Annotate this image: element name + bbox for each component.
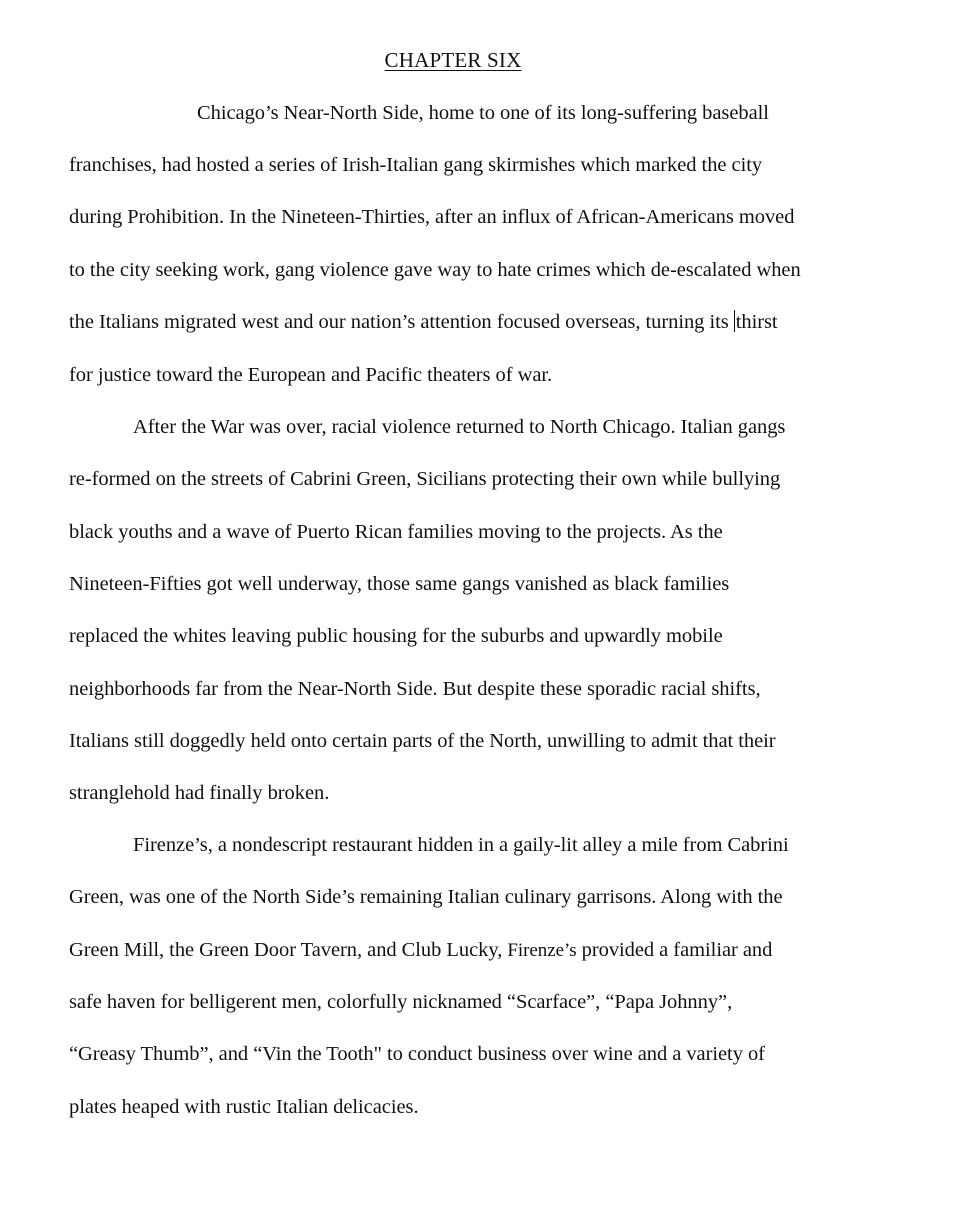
text-cursor	[734, 310, 735, 332]
paragraph-1-line-5[interactable]	[69, 309, 778, 335]
paragraph-1-line-6[interactable]: for justice toward the European and Pacific theaters of war.	[69, 364, 553, 386]
paragraph-2-line-4[interactable]: Nineteen-Fifties got well underway, those same gangs vanished as black families	[69, 573, 730, 595]
paragraph-2-line-5[interactable]: replaced the whites leaving public housing for the suburbs and upwardly mobile	[69, 625, 723, 647]
paragraph-1-line-5-tail: thirst	[735, 311, 778, 333]
paragraph-2-line-1[interactable]: After the War was over, racial violence returned to North Chicago. Italian gangs	[133, 416, 786, 438]
paragraph-2-line-8[interactable]: stranglehold had finally broken.	[69, 782, 330, 804]
paragraph-3-line-2[interactable]: Green, was one of the North Side’s remaining Italian culinary garrisons. Along with the	[69, 886, 783, 908]
paragraph-3-line-3-name: Firenze’s	[507, 940, 577, 961]
paragraph-3-line-3[interactable]	[69, 937, 772, 964]
paragraph-1-line-5-text: the Italians migrated west and our nation’s attention focused overseas, turning its	[69, 311, 734, 333]
paragraph-2-line-3[interactable]: black youths and a wave of Puerto Rican families moving to the projects. As the	[69, 521, 723, 543]
paragraph-3-line-4[interactable]: safe haven for belligerent men, colorfully nicknamed “Scarface”, “Papa Johnny”,	[69, 991, 733, 1013]
paragraph-3-line-3-tail: provided a familiar and	[576, 939, 773, 961]
paragraph-3-line-1[interactable]: Firenze’s, a nondescript restaurant hidden in a gaily-lit alley a mile from Cabrini	[133, 834, 789, 856]
paragraph-3-line-3-text: Green Mill, the Green Door Tavern, and Club Lucky,	[69, 939, 508, 961]
chapter-title: CHAPTER SIX	[384, 48, 522, 72]
paragraph-3-line-6[interactable]: plates heaped with rustic Italian delicacies.	[69, 1096, 419, 1118]
paragraph-1-line-4[interactable]: to the city seeking work, gang violence gave way to hate crimes which de-escalated when	[69, 259, 801, 281]
paragraph-2-line-6[interactable]: neighborhoods far from the Near-North Side. But despite these sporadic racial shifts,	[69, 678, 761, 700]
paragraph-3-line-5[interactable]: “Greasy Thumb”, and “Vin the Tooth" to conduct business over wine and a variety of	[69, 1043, 765, 1065]
paragraph-1-line-3[interactable]: during Prohibition. In the Nineteen-Thirties, after an influx of African-Americans moved	[69, 206, 795, 228]
paragraph-1-line-1[interactable]: Chicago’s Near-North Side, home to one of its long-suffering baseball	[197, 102, 769, 124]
paragraph-2-line-7[interactable]: Italians still doggedly held onto certain parts of the North, unwilling to admit that their	[69, 730, 776, 752]
paragraph-1-line-2[interactable]: franchises, had hosted a series of Irish-Italian gang skirmishes which marked the city	[69, 154, 763, 176]
paragraph-2-line-2[interactable]: re-formed on the streets of Cabrini Green, Sicilians protecting their own while bullying	[69, 468, 781, 490]
